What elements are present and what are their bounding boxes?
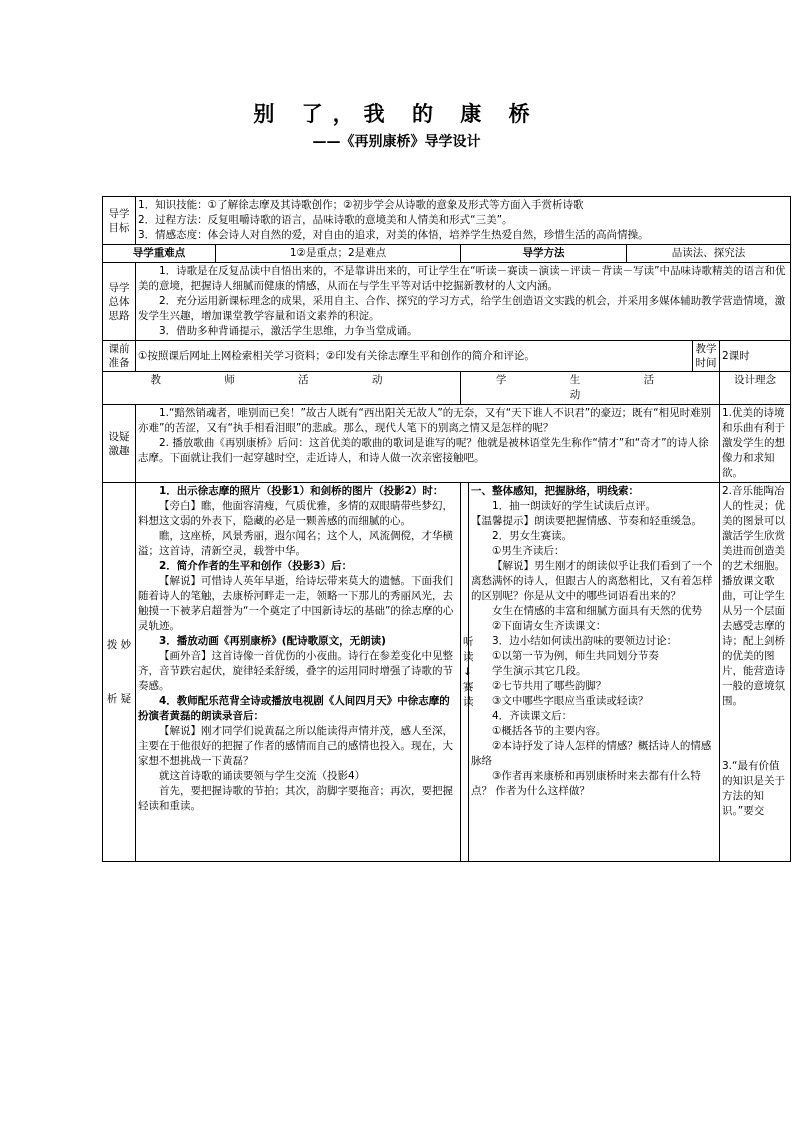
teacher-note: 瞧，这座桥，风景秀丽，遐尔闻名；这个人，风流倜傥，才华横溢；这首诗，清新空灵，载誉中华。 <box>138 530 453 557</box>
approach-line: 2．充分运用新课标理念的成果，采用自主、合作、探究的学习方式，给学生创造语文实践的机会，并采用多媒体辅助教学营造情境，激发学生兴趣，增加课堂教学容量和语文素养的积淀。 <box>138 295 786 322</box>
student-step: 2．男女生赛读。 <box>492 530 573 542</box>
teacher-note: 就这首诗歌的诵读要领与学生交流（投影4） <box>159 770 366 782</box>
key-points-label: 导学重难点 <box>103 245 216 263</box>
approach-line: 1．诗歌是在反复品读中自悟出来的，不是靠讲出来的，可让学生在“听读－赛读－演读－评读－背读－写读”中品味诗歌精美的语言和优美的意境，把握诗人细腻而健康的情感，从而在与学生平等对话中挖掘新教材的人文内涵。 <box>138 265 786 292</box>
key-points-row <box>103 245 791 263</box>
intro-row <box>103 405 791 483</box>
student-step: ③作者再来康桥和再别康桥时来去都有什么特点？ 作者为什么这样做？ <box>471 770 701 797</box>
main-label <box>103 483 136 862</box>
objectives-content <box>136 197 791 245</box>
teacher-step: 3．播放动画《再别康桥》(配诗歌原文，无朗读) <box>159 635 386 647</box>
intro-line: 1.“黯然销魂者，唯别而已矣！”故古人既有“西出阳关无故人”的无奈，又有“天下谁人不识君”的豪迈；既有“相见时难别亦难”的苦涩，又有“执手相看泪眼”的悲戚。那么，现代人笔下的别离之情又是怎样的呢？ <box>138 407 712 434</box>
sidebar-compete: 赛读 <box>463 680 474 708</box>
student-step: 学生演示其它几段。 <box>492 665 587 677</box>
student-step: 4．齐读课文后： <box>492 710 573 722</box>
objectives-label: 导学目标 <box>103 197 136 245</box>
student-step: ②七节共用了哪些韵脚？ <box>492 680 607 692</box>
student-step: 1．抽一朗读好的学生试读后点评。 <box>492 500 657 512</box>
reading-sidebar <box>461 483 474 862</box>
student-step: 3．边小结如何读出韵味的要领边讨论： <box>492 635 678 647</box>
student-step: ②下面请女生齐读课文： <box>492 620 607 632</box>
objectives-row <box>103 197 791 245</box>
teacher-note: 【解说】可惜诗人英年早逝，给诗坛带来莫大的遗憾。下面我们随着诗人的笔触，去康桥河畔走一走，领略一下那儿的秀丽风光，去触摸一下被茅启超誉为“一个奠定了中国新诗坛的基础”的徐志摩的心灵轨迹。 <box>138 575 454 632</box>
intro-line: 2. 播放歌曲《再别康桥》后问：这首优美的歌曲的歌词是谁写的呢？他就是被林语堂先生称作“情才”和“奇才”的诗人徐志摩。下面就让我们一起穿越时空，走近诗人，和诗人做一次亲密接触吧。 <box>138 437 709 464</box>
design-header: 设计理念 <box>720 372 791 405</box>
student-note: 【解说】男生刚才的朗读似乎让我们看到了一个离愁满怀的诗人，但跟古人的离愁相比，又有着怎样的区别呢？你是从文中的哪些词语看出来的？ <box>471 560 713 602</box>
student-step: ①男生齐读后： <box>492 545 565 557</box>
student-step: ③文中哪些字眼应当重读或轻读？ <box>492 695 649 707</box>
student-step: ①以第一节为例，师生共同划分节奏 <box>492 650 659 662</box>
teacher-note: 【旁白】瞧，他面容清瘦，气质优雅，多情的双眼睛带些梦幻，料想这文弱的外表下，隐藏的必是一颗善感的而细腻的心。 <box>138 500 453 527</box>
teacher-step: 4．教师配乐范背全诗或播放电视剧《人间四月天》中徐志摩的扮演者黄磊的朗读录音后： <box>138 695 450 722</box>
activity-header-row <box>103 372 791 405</box>
main-label-bottom: 析 疑 <box>106 693 132 705</box>
prep-row <box>103 341 791 372</box>
page-title: 别 了，我 的 康 桥 <box>253 102 540 126</box>
teacher-note: 【解说】刚才同学们说黄磊之所以能读得声情并茂，感人至深，主要在于他很好的把握了作者的感情而自己的感情也投入。现在，大家想不想挑战一下黄磊？ <box>138 725 453 767</box>
approach-label: 导学总体思路 <box>103 263 136 341</box>
design-note: 2.音乐能陶冶人的性灵；优美的图景可以激活学生欣赏美进而创造美的艺术细胞。播放课文歌曲，可让学生从另一个层面去感受志摩的诗；配上剑桥的优美的图片，能营造诗一般的意境氛围。 <box>722 485 785 707</box>
teacher-activity-header: 教 师 活 动 <box>103 372 461 405</box>
teacher-note: 【画外音】这首诗像一首优伤的小夜曲。诗行在参差变化中见整齐，音节跌宕起伏，旋律轻柔舒缓，叠字的运用同时增强了诗歌的节奏感。 <box>138 650 453 692</box>
teacher-activity-content <box>136 483 461 862</box>
intro-design: 1.优美的诗境和乐曲有利于激发学生的想像力和求知欲。 <box>720 405 791 483</box>
approach-content <box>136 263 791 341</box>
student-heading: 一、整体感知，把握脉络，明线索： <box>471 485 639 497</box>
sidebar-arrow-icon: ↓ <box>463 665 472 678</box>
lesson-plan-table <box>102 196 791 862</box>
teacher-note: 首先，要把握诗歌的节拍；其次，韵脚字要拖音；再次，要把握轻读和重读。 <box>138 785 453 812</box>
approach-row <box>103 263 791 341</box>
student-note: 【温馨提示】朗读要把握情感、节奏和轻重缓急。 <box>471 515 702 527</box>
objective-line: 3．情感态度：体会诗人对自然的爱，对自由的追求，对美的体悟，培养学生热爱自然，珍惜生活的高尚情操。 <box>138 229 649 241</box>
student-activity-content <box>469 483 720 862</box>
student-step: ①概括各节的主要内容。 <box>492 725 607 737</box>
objective-line: 1．知识技能：①了解徐志摩及其诗歌创作；②初步学会从诗歌的意象及形式等方面入手赏析诗歌 <box>138 199 584 211</box>
page-subtitle: ——《再别康桥》导学设计 <box>312 134 481 150</box>
time-label: 教学时间 <box>693 341 720 372</box>
teacher-step: 2．简介作者的生平和创作（投影3）后： <box>159 560 353 572</box>
student-activity-header: 学 生 活 动 <box>461 372 720 405</box>
method-label: 导学方法 <box>461 245 627 263</box>
prep-content: ①按照课后网址上网检索相关学习资料；②印发有关徐志摩生平和创作的简介和评论。 <box>136 341 693 372</box>
student-step: ②本诗抒发了诗人怎样的情感？概括诗人的情感脉络 <box>471 740 712 767</box>
teacher-step: 1．出示徐志摩的照片（投影1）和剑桥的图片（投影2）时： <box>159 485 444 497</box>
prep-label: 课前准备 <box>103 341 136 372</box>
intro-label: 设疑激趣 <box>103 405 136 483</box>
key-points-value: 1②是重点；2是难点 <box>216 245 461 263</box>
time-value: 2课时 <box>720 341 791 372</box>
design-note: 3.“最有价值的知识是关于方法的知识。”要交 <box>722 760 785 817</box>
intro-content <box>136 405 720 483</box>
main-design <box>720 483 791 862</box>
student-note: 女生在情感的丰富和细腻方面具有天然的优势 <box>492 605 702 617</box>
method-value: 品读法、探究法 <box>627 245 791 263</box>
sidebar-listen: 听读 <box>463 635 474 663</box>
approach-line: 3．借助多种背诵提示，激活学生思维，力争当堂成诵。 <box>159 325 418 337</box>
main-row <box>103 483 791 862</box>
main-label-top: 拨 妙 <box>106 639 132 651</box>
objective-line: 2．过程方法：反复咀嚼诗歌的语言，品味诗歌的意境美和人情美和形式“三美”。 <box>138 214 513 226</box>
